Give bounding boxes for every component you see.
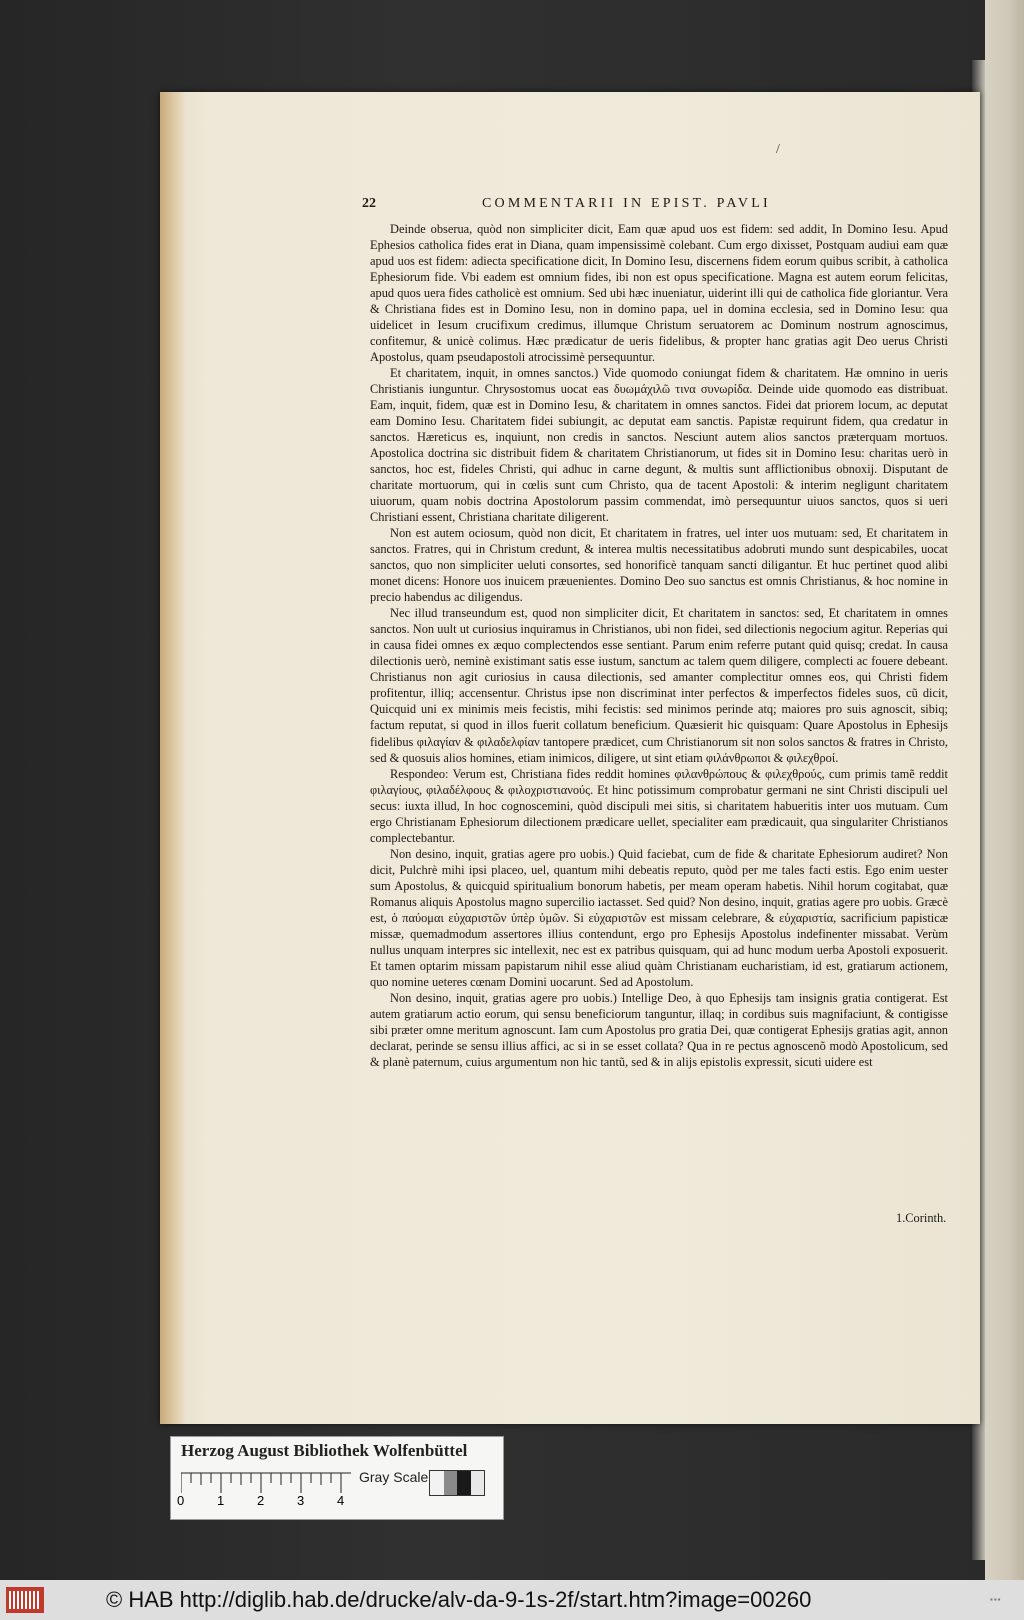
body-text bbox=[370, 221, 948, 1070]
catchword: 1.Corinth. bbox=[896, 1211, 947, 1225]
paragraph: Non desino, inquit, gratias agere pro uobis.) Intellige Deo, à quo Ephesijs tam insignis gratia contigerat. Est autem gratiarum actio eorum, qui sensu beneficiorum tanguntur, illaq; in cordibus suis magnifaciunt, & contigisse sibi præter omne meritum agnoscunt. Iam cum Apostolus pro gratia Dei, quæ contigerat Ephesijs gratias agit, annon declarat, perinde se sensu illius affici, ac si in se esset collata? Qua in re pectus agnoscenõ modò Apostolicum, sed & planè paternum, cuius argumentum non hic tantũ, sed & in alijs epistolis expressit, sicuti uidere est bbox=[370, 990, 948, 1069]
page-gutter-shadow bbox=[160, 92, 186, 1424]
ink-mark: / bbox=[776, 142, 780, 157]
ruler-label: 3 bbox=[297, 1493, 305, 1508]
scale-card-title: Herzog August Bibliothek Wolfenbüttel bbox=[181, 1441, 468, 1460]
ruler-label: 2 bbox=[257, 1493, 265, 1508]
ruler-labels bbox=[177, 1493, 357, 1513]
paragraph: Non desino, inquit, gratias agere pro uobis.) Quid faciebat, cum de fide & charitate Ephesiorum audiret? Non dicit, Pulchrè mihi ipsi placeo, uel, quantum mihi debeatis reputo, quòd per me tales facti estis. Ego enim uester sum Apostolus, & quicquid spiritualium bonorum habetis, per meam operam habetis. Nihil horum cogitabat, quæ Romanus aliquis Apostolus magno supercilio iactasset. Sed quid? Non desino, inquit, gratias agere pro uobis. Græcè est, ὁ παύομαι εὐχαριστῶν ὑπὲρ ὑμῶν. Si εὐχαριστῶν est missam celebrare, & εὐχαριστία, sacrificium papisticæ missæ, quemadmodum assertores illius contendunt, ergo pro Ephesijs Apostolus indefinenter missabat. Verùm nullus unquam interpres sic intellexit, nec est ex patribus quisquam, qui ad hunc modum uerba Apostoli exposuerit. Et tamen optarim missam papistarum nihil esse aliud quàm Christianam eucharistiam, id est, gratiarum actionem, quo nomine ueteres cœnam Domini uocarunt. Sed ad Apostolum. bbox=[370, 846, 948, 989]
gray-scale-swatch bbox=[429, 1470, 485, 1496]
page-number: 22 bbox=[362, 196, 376, 211]
paragraph: Deinde obserua, quòd non simpliciter dicit, Eam quæ apud uos est fidem: sed addit, In Domino Iesu. Apud Ephesios catholica fides erat in Diana, quam impensissimè colebant. Cum ergo dixisset, Postquam audiui eam quæ apud uos est fidem: adiecta specificatione dicit, In Domino Iesu, discernens fidem eorum quibus scribit, à catholica Ephesiorum fide. Vbi eadem est omnium fides, ibi non est opus specificatione. Magna est autem eorum felicitas, apud quos uera fides catholicè est omnium. Sed ubi hæc inueniatur, uiderint illi qui de catholica fide gloriantur. Vera & Christiana fides est in Domino Iesu, non in domino papa, uel in domina ecclesia, sed in Domino Iesu: qua uidelicet in Iesum crucifixum credimus, illumque Christum seruatorem ac Dominum nostrum agnoscimus, confitemur, & unicè colimus. Hæc prædicatur de ueris fidelibus, & propter hanc gratias agit Deo uerus Christi Apostolus, quam pseudapostoli atrocissimè persequuntur. bbox=[370, 222, 948, 365]
color-scale-card bbox=[170, 1436, 504, 1520]
footer-source-link[interactable]: © HAB http://diglib.hab.de/drucke/alv-da-9-1s-2f/start.htm?image=00260 bbox=[106, 1587, 812, 1612]
ruler-label: 1 bbox=[217, 1493, 225, 1508]
running-title: COMMENTARII IN EPIST. PAVLI bbox=[482, 196, 771, 211]
paragraph: Nec illud transeundum est, quod non simpliciter dicit, Et charitatem in sanctos: sed, Et charitatem in omnes sanctos. Non uult ut curiosius inquiramus in Christianos, ubi non fidei, sed dilectionis negocium agitur. Reperias qui in causa fidei omnes ex æquo complectendos esse sentiant. Parum enim referre putant quid quisq; credat. In causa dilectionis uerò, neminè existimant satis esse iustum, sanctum ac talem quem diligere, complecti ac fouere debeant. Christianus non agit curiosius in causa dilectionis, sed amanter complectitur omnes eos, qui Christi fidem profitentur, illiq; accensentur. Christus ipse non discriminat inter perfectos & imperfectos fideles suos, cũ dicit, Quicquid uni ex minimis meis fecistis, mihi fecistis: sed minimos perinde atq; maiores pro suis agnoscit, sibiq; factum reputat, si quod in illos fuerit collatum beneficium. Quæsierit hic quisquam: Quare Apostolus in Ephesijs fidelibus φιλαγίαν & φιλαδελφίαν tantopere prædicet, cum Christianorum sit non solos sanctos & fratres in Christo, sed & quosuis alios homines, etiam inimicos, diligere, ut sint etiam φιλάνθρωποι & φιλεχθροί. bbox=[370, 606, 948, 765]
footer-icons: ▪▪▪ bbox=[990, 1595, 1002, 1604]
gray-scale-label: Gray Scale bbox=[359, 1469, 429, 1485]
footer-bar bbox=[0, 1580, 1024, 1620]
running-head bbox=[362, 196, 952, 218]
paragraph: Et charitatem, inquit, in omnes sanctos.) Vide quomodo coniungat fidem & charitatem. Hæ omnino in ueris Christianis iunguntur. Chrysostomus uocat eas δυωμάχιλῶ τινα συνωρίδα. Deinde uide quomodo eas distribuat. Eam, inquit, fidem, quæ est in Domino Iesu, & charitatem in omnes sanctos. Fidei dat priorem locum, ac deputat eam Domino Iesu. Charitatem fidei subiungit, ac deputat eam sanctis. Papistæ requirunt fidem, qua credatur in sanctos. Hæreticus es, inquiunt, non credis in sanctos. Nesciunt autem alios sanctos præterquam mortuos. Apostolica doctrina sic distribuit fidem & charitatem Christianorum, ut fides sit in Domino Iesu: charitas uerò in sanctos, hoc est, fideles Christi, qui adhuc in carne degunt, & multis sunt afflictionibus obnoxij. Disputant de charitate mortuorum, qui in cœlis sunt cum Christo, qua de tacent Apostoli: & interim negligunt charitatem uiuorum, quam nobis doctrina Apostolorum passim commendat, imò persequuntur uiuos sanctos, quos si ueri Christiani essent, Christiana charitate diligerent. bbox=[370, 366, 948, 525]
paragraph: Non est autem ociosum, quòd non dicit, Et charitatem in fratres, uel inter uos mutuam: sed, Et charitatem in sanctos. Fratres, qui in Christum credunt, & interea multis necessitatibus adobruti mundo sunt despicabiles, uocat sanctos, quo non simpliciter ueluti consortes, sed honorificè tanquam sancti diligantur. Et huc pertinet quod alibi monet dicens: Honore uos inuicem præuenientes. Domino Deo suo sanctus est omnis Christianus, & hoc nomine in precio habendus ac diligendus. bbox=[370, 526, 948, 605]
facing-page bbox=[985, 0, 1024, 1580]
hab-logo-icon bbox=[6, 1587, 44, 1613]
paragraph: Respondeo: Verum est, Christiana fides reddit homines φιλανθρώπους & φιλεχθρούς, cum primis tamẽ reddit φιλαγίους, φιλαδέλφους & φιλοχριστιανούς. Et hinc potissimum comprobatur germani ne sint Christi discipuli uel secus: iuxta illud, In hoc cognoscemini, quòd discipuli mei sitis, si charitatem habueritis inter uos mutuam. Cum ergo Christianam Ephesiorum dilectionem prædicare uellet, specialiter eam prædicauit, qua singulariter Christianos complectebantur. bbox=[370, 766, 948, 845]
ruler-label: 4 bbox=[337, 1493, 345, 1508]
ruler-label: 0 bbox=[177, 1493, 185, 1508]
